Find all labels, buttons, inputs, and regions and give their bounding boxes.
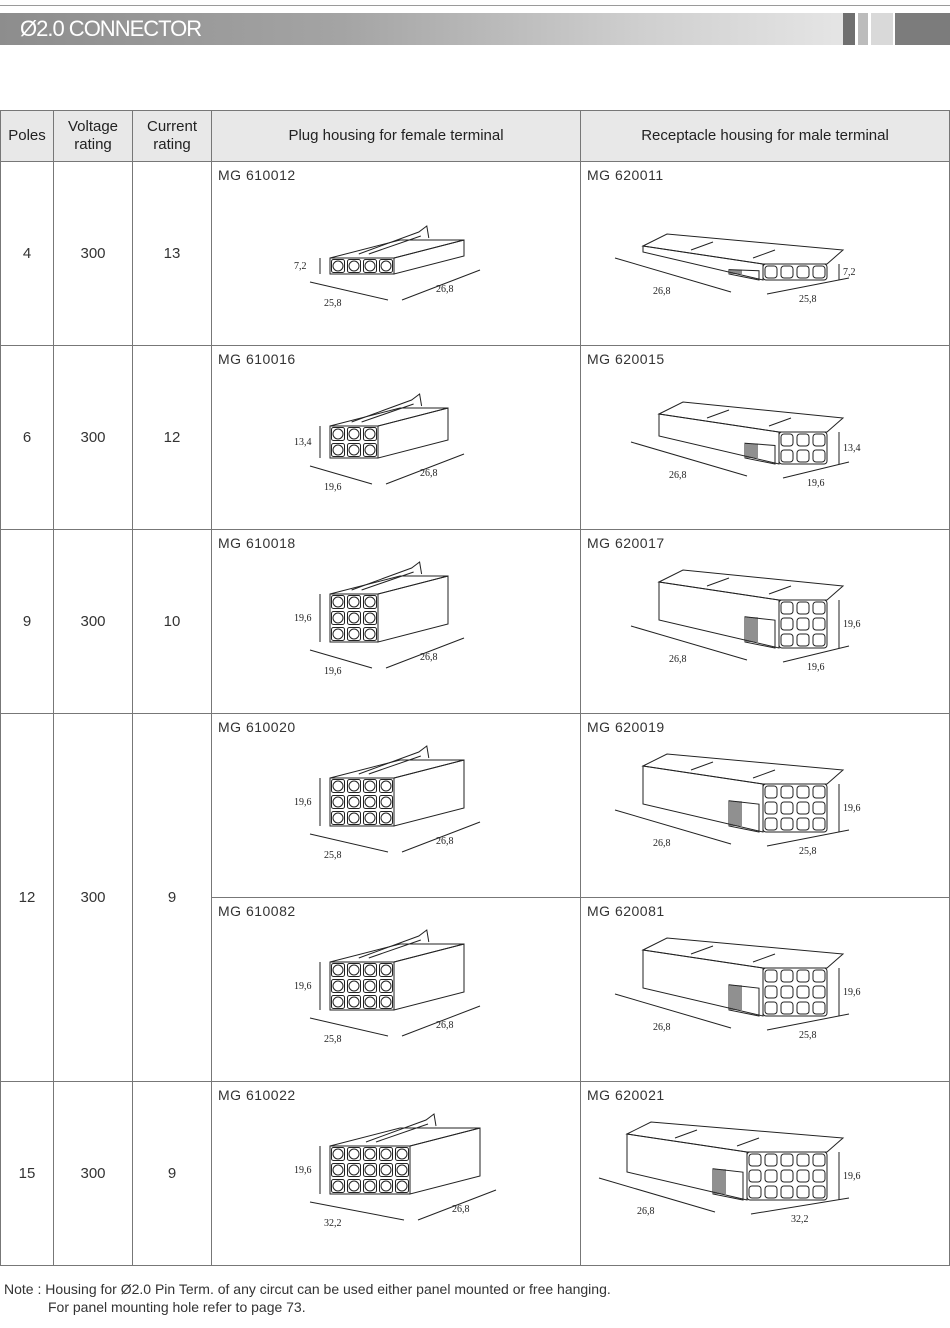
pin-cavity	[765, 986, 777, 998]
pin-cavity	[813, 450, 825, 462]
pin-hole	[381, 1149, 391, 1159]
pin-cavity	[797, 802, 809, 814]
housing-top	[330, 1128, 480, 1146]
plug-housing-drawing	[212, 162, 580, 345]
pin-hole	[349, 797, 359, 807]
dimension-label: 25,8	[324, 850, 342, 861]
pin-cavity	[813, 618, 825, 630]
plug-housing-drawing	[212, 898, 580, 1081]
pin-hole	[349, 429, 359, 439]
pin-cavity	[781, 1170, 793, 1182]
banner-stripe	[895, 13, 950, 45]
pin-hole	[349, 1181, 359, 1191]
pin-cavity	[813, 1002, 825, 1014]
receptacle-cell	[581, 898, 950, 1082]
receptacle-housing-drawing	[581, 530, 949, 713]
pin-cavity	[765, 1186, 777, 1198]
pin-hole	[333, 781, 343, 791]
dimension-label: 19,6	[324, 666, 342, 677]
pin-hole	[365, 797, 375, 807]
dimension-line	[599, 1178, 715, 1212]
dimension-label: 19,6	[294, 797, 312, 808]
plug-cell	[212, 162, 581, 346]
dimension-label: 19,6	[807, 478, 825, 489]
pin-hole	[381, 813, 391, 823]
pin-cavity	[797, 1154, 809, 1166]
pin-hole	[381, 261, 391, 271]
dimension-label: 19,6	[294, 1165, 312, 1176]
receptacle-housing-drawing	[581, 346, 949, 529]
pin-cavity	[781, 266, 793, 278]
pin-hole	[365, 1165, 375, 1175]
housing-front	[330, 594, 378, 642]
housing-body	[643, 766, 763, 832]
banner-stripe	[858, 13, 868, 45]
dimension-label: 13,4	[843, 443, 861, 454]
pin-hole	[333, 1181, 343, 1191]
pin-hole	[333, 981, 343, 991]
housing-top	[659, 570, 843, 600]
current-cell: 9	[133, 714, 212, 1082]
pin-hole	[333, 429, 343, 439]
receptacle-part-number: MG 620021	[587, 1087, 665, 1103]
housing-top	[330, 944, 464, 962]
pin-hole	[365, 629, 375, 639]
dimension-label: 25,8	[799, 846, 817, 857]
pin-hole	[349, 597, 359, 607]
housing-body	[643, 246, 763, 280]
table-row	[1, 1082, 950, 1266]
plug-cell	[212, 1082, 581, 1266]
rib	[769, 418, 791, 426]
pin-cavity	[781, 1002, 793, 1014]
housing-body	[394, 240, 464, 274]
table-row	[1, 714, 950, 898]
pin-hole	[333, 1149, 343, 1159]
plug-housing-drawing	[212, 714, 580, 897]
pin-hole	[381, 981, 391, 991]
header-receptacle-housing: Receptacle housing for male terminal	[581, 111, 950, 162]
pin-cavity	[749, 1170, 761, 1182]
pin-cavity	[813, 818, 825, 830]
current-cell: 10	[133, 530, 212, 714]
dimension-label: 26,8	[436, 836, 454, 847]
voltage-cell: 300	[54, 714, 133, 1082]
dimension-label: 25,8	[799, 1030, 817, 1041]
housing-front	[763, 968, 827, 1016]
poles-cell: 15	[1, 1082, 54, 1266]
housing-body	[394, 944, 464, 1010]
pin-hole	[333, 813, 343, 823]
pin-cavity	[781, 1186, 793, 1198]
pin-hole	[381, 781, 391, 791]
dimension-line	[615, 994, 731, 1028]
housing-front	[763, 784, 827, 832]
pin-cavity	[765, 802, 777, 814]
pin-cavity	[781, 450, 793, 462]
pin-hole	[381, 797, 391, 807]
housing-top	[330, 408, 448, 426]
pin-cavity	[813, 434, 825, 446]
table-row	[1, 162, 950, 346]
pin-cavity	[797, 450, 809, 462]
rib	[737, 1138, 759, 1146]
receptacle-part-number: MG 620017	[587, 535, 665, 551]
pin-hole	[365, 965, 375, 975]
dimension-label: 7,2	[843, 267, 856, 278]
housing-body	[394, 760, 464, 826]
pin-cavity	[797, 970, 809, 982]
dimension-line	[310, 834, 388, 852]
pin-hole	[381, 997, 391, 1007]
receptacle-cell	[581, 346, 950, 530]
poles-cell: 6	[1, 346, 54, 530]
housing-front	[330, 962, 394, 1010]
pin-hole	[349, 613, 359, 623]
rib	[675, 1130, 697, 1138]
pin-hole	[349, 445, 359, 455]
pin-hole	[365, 813, 375, 823]
dimension-label: 26,8	[452, 1204, 470, 1215]
pin-hole	[349, 813, 359, 823]
pin-hole	[365, 981, 375, 991]
plug-cell	[212, 346, 581, 530]
pin-hole	[349, 629, 359, 639]
dimension-line	[310, 282, 388, 300]
pin-hole	[365, 1149, 375, 1159]
pin-hole	[365, 1181, 375, 1191]
dimension-line	[631, 442, 747, 476]
poles-cell: 4	[1, 162, 54, 346]
dimension-label: 26,8	[436, 1020, 454, 1031]
plug-part-number: MG 610022	[218, 1087, 296, 1103]
pin-hole	[333, 797, 343, 807]
header-plug-housing: Plug housing for female terminal	[212, 111, 581, 162]
rib	[691, 762, 713, 770]
housing-body	[410, 1128, 480, 1194]
page-title: Ø2.0 CONNECTOR	[20, 16, 202, 41]
footnote	[4, 1280, 611, 1316]
housing-top	[643, 754, 843, 784]
housing-top	[627, 1122, 843, 1152]
pin-hole	[333, 613, 343, 623]
current-cell: 12	[133, 346, 212, 530]
dimension-label: 19,6	[843, 1171, 861, 1182]
pin-cavity	[797, 434, 809, 446]
pin-cavity	[765, 1154, 777, 1166]
connector-spec-table	[0, 110, 950, 1266]
housing-body	[378, 576, 448, 642]
pin-cavity	[813, 1154, 825, 1166]
pin-hole	[365, 261, 375, 271]
pin-hole	[349, 965, 359, 975]
dimension-label: 26,8	[637, 1206, 655, 1217]
table-header-row	[1, 111, 950, 162]
housing-body	[627, 1134, 747, 1200]
receptacle-cell	[581, 714, 950, 898]
plug-part-number: MG 610018	[218, 535, 296, 551]
pin-hole	[397, 1165, 407, 1175]
pin-cavity	[813, 1186, 825, 1198]
pin-hole	[365, 429, 375, 439]
pin-hole	[333, 261, 343, 271]
plug-housing-drawing	[212, 1082, 580, 1265]
housing-body	[643, 950, 763, 1016]
pin-cavity	[797, 602, 809, 614]
dimension-line	[631, 626, 747, 660]
rib	[691, 946, 713, 954]
rib	[753, 770, 775, 778]
pin-cavity	[781, 634, 793, 646]
pin-cavity	[765, 818, 777, 830]
pin-hole	[349, 981, 359, 991]
voltage-cell: 300	[54, 1082, 133, 1266]
pin-cavity	[813, 602, 825, 614]
pin-hole	[365, 613, 375, 623]
dimension-label: 26,8	[669, 470, 687, 481]
latch	[369, 236, 421, 254]
current-cell: 13	[133, 162, 212, 346]
housing-body	[378, 408, 448, 458]
pin-cavity	[813, 786, 825, 798]
dimension-label: 19,6	[294, 981, 312, 992]
dimension-label: 32,2	[791, 1214, 809, 1225]
pin-cavity	[797, 986, 809, 998]
pin-hole	[333, 445, 343, 455]
pin-hole	[365, 997, 375, 1007]
table-row	[1, 530, 950, 714]
pin-cavity	[781, 618, 793, 630]
table-row	[1, 346, 950, 530]
pin-cavity	[765, 1170, 777, 1182]
housing-front	[330, 1146, 410, 1194]
pin-cavity	[765, 1002, 777, 1014]
dimension-label: 19,6	[843, 987, 861, 998]
dimension-label: 26,8	[653, 838, 671, 849]
pin-hole	[365, 445, 375, 455]
housing-front	[779, 600, 827, 648]
pin-cavity	[781, 1154, 793, 1166]
pin-hole	[381, 1165, 391, 1175]
pin-cavity	[797, 634, 809, 646]
rib	[707, 410, 729, 418]
pin-cavity	[797, 1170, 809, 1182]
housing-body	[659, 414, 779, 464]
housing-front	[330, 258, 394, 274]
pin-cavity	[813, 634, 825, 646]
pin-cavity	[781, 602, 793, 614]
receptacle-part-number: MG 620019	[587, 719, 665, 735]
pin-cavity	[797, 266, 809, 278]
pin-cavity	[813, 802, 825, 814]
latch	[376, 1124, 428, 1142]
poles-cell: 9	[1, 530, 54, 714]
dimension-label: 19,6	[294, 613, 312, 624]
pin-hole	[381, 965, 391, 975]
pin-cavity	[813, 266, 825, 278]
banner-stripe	[843, 13, 855, 45]
voltage-cell: 300	[54, 346, 133, 530]
dimension-label: 32,2	[324, 1218, 342, 1229]
pin-hole	[349, 1149, 359, 1159]
rib	[769, 586, 791, 594]
plug-part-number: MG 610082	[218, 903, 296, 919]
dimension-label: 13,4	[294, 437, 312, 448]
pin-cavity	[781, 802, 793, 814]
latch	[369, 756, 421, 774]
rib	[753, 250, 775, 258]
dimension-label: 26,8	[420, 652, 438, 663]
dimension-label: 26,8	[420, 468, 438, 479]
footnote-line: For panel mounting hole refer to page 73.	[48, 1299, 306, 1315]
pin-cavity	[749, 1186, 761, 1198]
housing-top	[330, 240, 464, 258]
dimension-label: 25,8	[324, 298, 342, 309]
pin-cavity	[781, 786, 793, 798]
voltage-cell: 300	[54, 162, 133, 346]
pin-cavity	[765, 970, 777, 982]
housing-body	[659, 582, 779, 648]
pin-cavity	[797, 818, 809, 830]
current-cell: 9	[133, 1082, 212, 1266]
pin-cavity	[781, 434, 793, 446]
pin-hole	[365, 597, 375, 607]
pin-cavity	[797, 618, 809, 630]
receptacle-housing-drawing	[581, 162, 949, 345]
housing-front	[330, 778, 394, 826]
housing-front	[747, 1152, 827, 1200]
dimension-label: 25,8	[799, 294, 817, 305]
plug-cell	[212, 530, 581, 714]
pin-hole	[365, 781, 375, 791]
receptacle-housing-drawing	[581, 714, 949, 897]
dimension-label: 19,6	[324, 482, 342, 493]
dimension-label: 19,6	[843, 803, 861, 814]
dimension-label: 26,8	[669, 654, 687, 665]
pin-cavity	[765, 266, 777, 278]
dimension-line	[615, 258, 731, 292]
pin-cavity	[749, 1154, 761, 1166]
receptacle-cell	[581, 530, 950, 714]
receptacle-housing-drawing	[581, 898, 949, 1081]
pin-cavity	[797, 786, 809, 798]
receptacle-housing-drawing	[581, 1082, 949, 1265]
plug-part-number: MG 610020	[218, 719, 296, 735]
plug-part-number: MG 610016	[218, 351, 296, 367]
pin-hole	[397, 1149, 407, 1159]
dimension-label: 19,6	[843, 619, 861, 630]
banner-stripe	[871, 13, 893, 45]
pin-cavity	[797, 1186, 809, 1198]
plug-cell	[212, 714, 581, 898]
dimension-label: 26,8	[653, 286, 671, 297]
pin-cavity	[781, 986, 793, 998]
pin-cavity	[797, 1002, 809, 1014]
footnote-line: Note : Housing for Ø2.0 Pin Term. of any circut can be used either panel mounted or free hanging.	[4, 1281, 611, 1297]
plug-cell	[212, 898, 581, 1082]
pin-hole	[333, 997, 343, 1007]
rib	[753, 954, 775, 962]
header-current: Current rating	[133, 111, 212, 162]
receptacle-part-number: MG 620015	[587, 351, 665, 367]
dimension-label: 7,2	[294, 261, 307, 272]
pin-cavity	[813, 986, 825, 998]
poles-cell: 12	[1, 714, 54, 1082]
dimension-label: 26,8	[436, 284, 454, 295]
pin-hole	[349, 261, 359, 271]
latch	[369, 940, 421, 958]
voltage-cell: 300	[54, 530, 133, 714]
pin-hole	[333, 597, 343, 607]
pin-hole	[333, 629, 343, 639]
top-rule	[0, 5, 950, 6]
receptacle-cell	[581, 162, 950, 346]
housing-top	[330, 576, 448, 594]
pin-hole	[349, 1165, 359, 1175]
pin-cavity	[781, 818, 793, 830]
dimension-line	[310, 1018, 388, 1036]
pin-hole	[397, 1181, 407, 1191]
housing-top	[659, 402, 843, 432]
housing-top	[330, 760, 464, 778]
dimension-label: 19,6	[807, 662, 825, 673]
pin-cavity	[813, 970, 825, 982]
dimension-label: 26,8	[653, 1022, 671, 1033]
pin-hole	[333, 965, 343, 975]
plug-part-number: MG 610012	[218, 167, 296, 183]
header-poles: Poles	[1, 111, 54, 162]
receptacle-part-number: MG 620081	[587, 903, 665, 919]
pin-hole	[333, 1165, 343, 1175]
pin-cavity	[781, 970, 793, 982]
pin-hole	[349, 997, 359, 1007]
plug-housing-drawing	[212, 530, 580, 713]
pin-cavity	[765, 786, 777, 798]
rib	[691, 242, 713, 250]
pin-cavity	[813, 1170, 825, 1182]
housing-front	[779, 432, 827, 464]
rib	[707, 578, 729, 586]
receptacle-part-number: MG 620011	[587, 167, 664, 183]
pin-hole	[381, 1181, 391, 1191]
housing-front	[330, 426, 378, 458]
housing-top	[643, 938, 843, 968]
plug-housing-drawing	[212, 346, 580, 529]
dimension-label: 25,8	[324, 1034, 342, 1045]
header-voltage: Voltage rating	[54, 111, 133, 162]
receptacle-cell	[581, 1082, 950, 1266]
dimension-line	[615, 810, 731, 844]
pin-hole	[349, 781, 359, 791]
